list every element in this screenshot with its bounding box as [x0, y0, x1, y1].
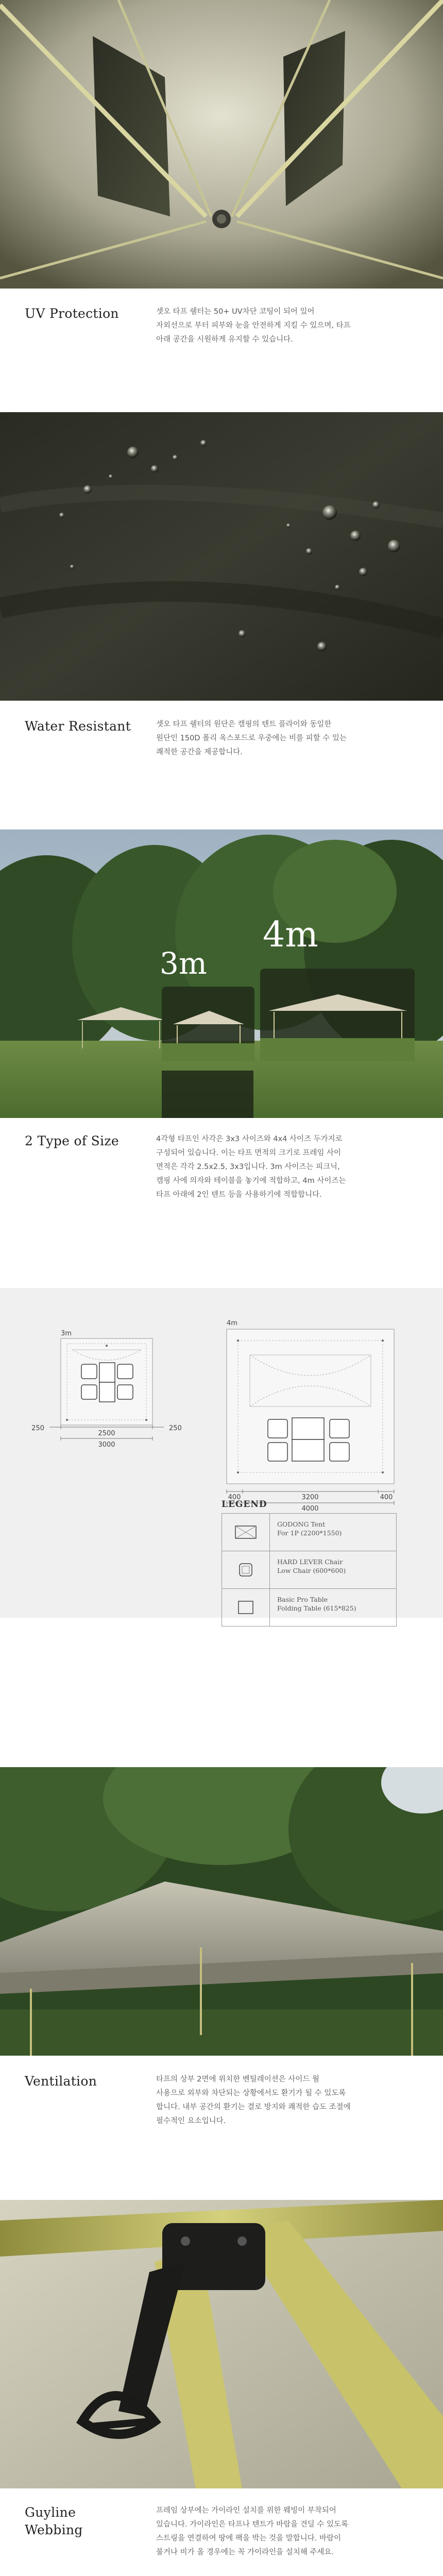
diagram-3m: [49, 1338, 164, 1440]
diagram-4m-side-left: 400: [228, 1494, 241, 1501]
chair-icon: [222, 1551, 270, 1588]
diagram-3m-total: 3000: [98, 1441, 115, 1449]
diagram-3m-middle: 2500: [98, 1430, 115, 1437]
uv-photo: [0, 0, 443, 289]
size-compare-tents: [162, 969, 415, 1061]
guyline-photo: [0, 2200, 443, 2488]
size-body: 4각형 타프인 사각은 3x3 사이즈와 4x4 사이즈 두가지로 구성되어 있습니다. 이는 타프 면적의 크기로 프레임 사이 면적은 각각 2.5x2.5, 3x3입니다. 3m 사이즈는 피크닉, 캠핑 사에 의자와 테이블을 놓기에 적합하고, 4m 사이즈는 타프 아래에 2인 텐트 등을 사용하기에 적합합니다.: [156, 1135, 346, 1199]
diagram-3m-side-right: 250: [169, 1425, 182, 1432]
legend: [222, 1499, 397, 1626]
diagram-4m: [227, 1329, 394, 1505]
diagram-4m-label: 4m: [227, 1319, 237, 1327]
uv-title: UV Protection: [25, 306, 119, 321]
legend-row-table: [222, 1588, 397, 1626]
water-photo: [0, 412, 443, 701]
legend-row-tent: [222, 1513, 397, 1551]
size-badge-4m: 4m: [263, 914, 318, 955]
diagram-3m-side-left: 250: [31, 1425, 44, 1432]
diagram-3m-label: 3m: [61, 1330, 72, 1337]
legend-text-table: Basic Pro Table Folding Table (615*825): [277, 1596, 356, 1612]
legend-text-tent: GODONG Tent For 1P (2200*1550): [277, 1520, 342, 1537]
vent-body: 타프의 상부 2면에 위치한 벤틸레이션은 사이드 월 사용으로 외부와 차단되는 상황에서도 환기가 될 수 있도록 합니다. 내부 공간의 환기는 결로 방지와 쾌적한 습도 조절에 필수적인 요소입니다.: [156, 2075, 351, 2125]
table-icon: [222, 1589, 270, 1626]
tent-icon: [222, 1514, 270, 1551]
water-body: 셋오 타프 쉘터의 원단은 캠핑의 텐트 플라이와 동일한 원단인 150D 폴리 옥스포드로 우중에는 비를 피할 수 있는 쾌적한 공간을 제공합니다.: [156, 720, 347, 756]
legend-title: LEGEND: [222, 1499, 267, 1510]
uv-body: 셋오 타프 쉘터는 50+ UV차단 코팅이 되어 있어 자외선으로 부터 피부와 눈을 안전하게 지킬 수 있으며, 타프 아래 공간을 시원하게 유지할 수 있습니다.: [156, 308, 351, 344]
guyline-body: 프레임 상부에는 가이라인 설치를 위한 웨빙이 부착되어 있습니다. 가이라인은 타프나 텐트가 바람을 견딜 수 있도록 스트링을 연결하여 땅에 팩을 박는 것을 말합니다. 바람이 불거나 비가 올 경우에는 꼭 가이라인을 설치해 주세요.: [156, 2506, 349, 2556]
water-title: Water Resistant: [25, 719, 131, 734]
diagram-4m-total: 4000: [301, 1505, 319, 1513]
vent-title: Ventilation: [25, 2074, 97, 2089]
guyline-title: Guyline Webbing: [25, 2505, 83, 2537]
diagram-4m-middle: 3200: [301, 1494, 319, 1501]
vent-photo: [0, 1767, 443, 2056]
legend-text-chair: HARD LEVER Chair Low Chair (600*600): [277, 1558, 346, 1574]
size-title: 2 Type of Size: [25, 1133, 119, 1148]
diagram-4m-side-right: 400: [380, 1494, 393, 1501]
legend-row-chair: [222, 1551, 397, 1589]
size-badge-3m: 3m: [160, 946, 207, 981]
